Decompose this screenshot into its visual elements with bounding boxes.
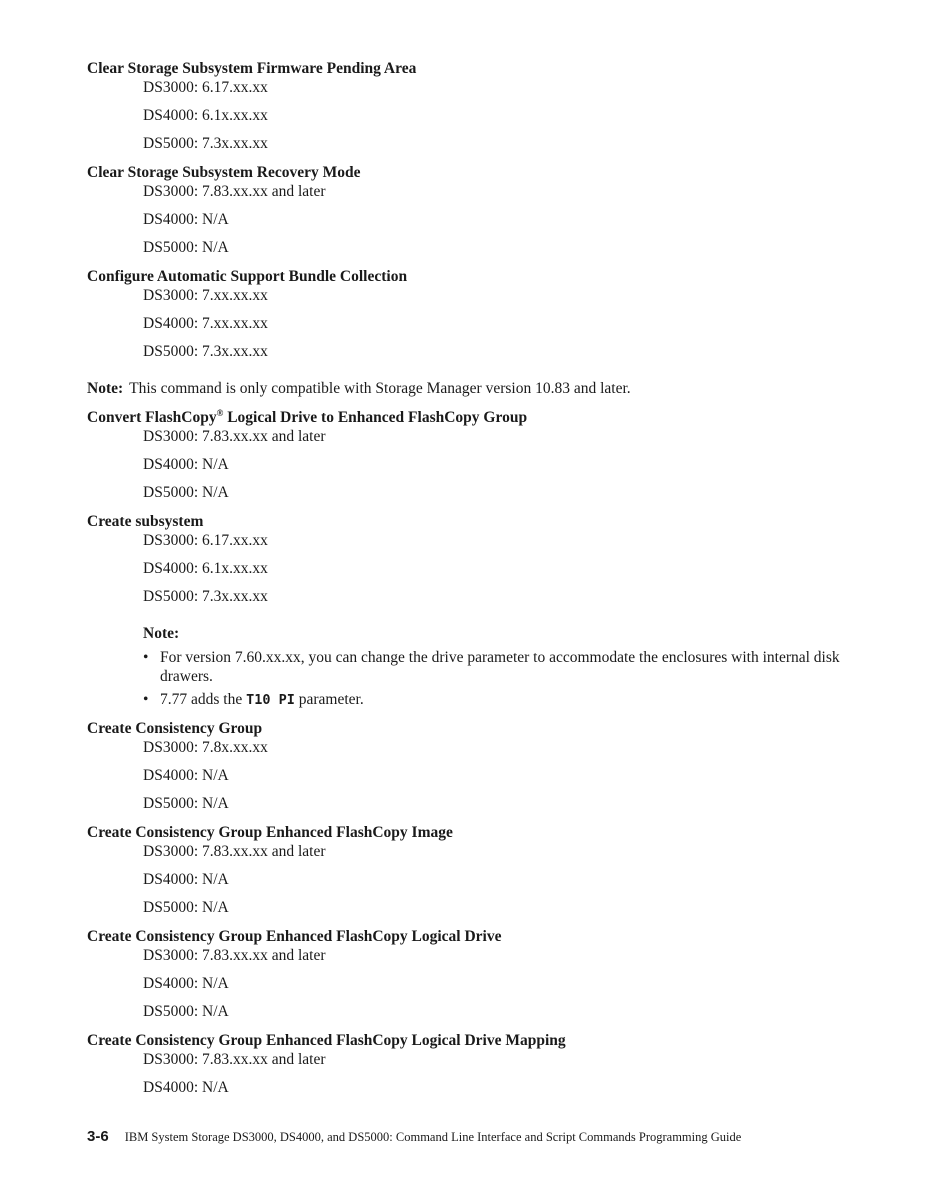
command-entry (87, 719, 847, 813)
command-title: Create subsystem (87, 513, 204, 530)
command-title: Create Consistency Group (87, 720, 263, 737)
version-ds4000: DS4000: N/A (143, 1079, 229, 1096)
version-ds5000: DS5000: 7.3x.xx.xx (143, 588, 268, 605)
version-ds5000: DS5000: N/A (143, 795, 229, 812)
version-ds5000: DS5000: 7.3x.xx.xx (143, 135, 268, 152)
compatibility-note (87, 379, 847, 398)
command-title: Create Consistency Group Enhanced FlashCopy Logical Drive (87, 928, 502, 945)
command-title: Clear Storage Subsystem Recovery Mode (87, 164, 361, 181)
version-ds4000: DS4000: 7.xx.xx.xx (143, 315, 268, 332)
command-title: Configure Automatic Support Bundle Collection (87, 268, 408, 285)
version-ds5000: DS5000: N/A (143, 1003, 229, 1020)
bullet-icon: • (143, 649, 149, 666)
registered-mark: ® (216, 407, 224, 418)
note-list-item (143, 690, 847, 710)
version-ds3000: DS3000: 7.83.xx.xx and later (143, 843, 326, 860)
command-entry (87, 927, 847, 1021)
command-entry (87, 823, 847, 917)
command-entry (87, 512, 847, 606)
page-footer (87, 1128, 741, 1145)
version-ds3000: DS3000: 7.83.xx.xx and later (143, 428, 326, 445)
note-list (143, 648, 847, 710)
note-list-item (143, 648, 847, 686)
version-ds5000: DS5000: N/A (143, 239, 229, 256)
version-ds3000: DS3000: 6.17.xx.xx (143, 79, 268, 96)
note-label: Note: (87, 380, 124, 397)
version-ds4000: DS4000: N/A (143, 975, 229, 992)
version-ds5000: DS5000: N/A (143, 899, 229, 916)
command-entry (87, 267, 847, 361)
page-content (87, 59, 847, 1107)
command-title: Create Consistency Group Enhanced FlashCopy Logical Drive Mapping (87, 1032, 566, 1049)
command-title-part: Logical Drive to Enhanced FlashCopy Group (223, 409, 528, 426)
version-ds5000: DS5000: N/A (143, 484, 229, 501)
command-entry (87, 59, 847, 153)
version-ds4000: DS4000: N/A (143, 767, 229, 784)
version-ds5000: DS5000: 7.3x.xx.xx (143, 343, 268, 360)
note-text: This command is only compatible with Storage Manager version 10.83 and later. (129, 380, 631, 397)
version-ds4000: DS4000: N/A (143, 871, 229, 888)
command-title-part: Convert FlashCopy (87, 409, 217, 426)
version-ds3000: DS3000: 7.83.xx.xx and later (143, 947, 326, 964)
version-ds3000: DS3000: 7.xx.xx.xx (143, 287, 268, 304)
version-ds4000: DS4000: 6.1x.xx.xx (143, 107, 268, 124)
note-item-text: parameter. (294, 691, 364, 708)
version-ds4000: DS4000: N/A (143, 211, 229, 228)
command-title (87, 408, 847, 427)
version-ds3000: DS3000: 7.8x.xx.xx (143, 739, 268, 756)
version-ds3000: DS3000: 7.83.xx.xx and later (143, 1051, 326, 1068)
command-entry (87, 408, 847, 502)
footer-title: IBM System Storage DS3000, DS4000, and DS5000: Command Line Interface and Script Commands Programming Guide (124, 1130, 742, 1144)
page-number: 3-6 (87, 1128, 109, 1145)
subsystem-note (143, 624, 847, 710)
command-title: Create Consistency Group Enhanced FlashCopy Image (87, 824, 453, 841)
version-ds4000: DS4000: 6.1x.xx.xx (143, 560, 268, 577)
version-ds3000: DS3000: 7.83.xx.xx and later (143, 183, 326, 200)
bullet-icon: • (143, 691, 149, 708)
command-entry (87, 1031, 847, 1097)
command-title: Clear Storage Subsystem Firmware Pending Area (87, 60, 417, 77)
note-item-text: For version 7.60.xx.xx, you can change the drive parameter to accommodate the enclosures with internal disk drawers. (160, 649, 840, 685)
version-ds3000: DS3000: 6.17.xx.xx (143, 532, 268, 549)
command-entry (87, 163, 847, 257)
note-item-text: 7.77 adds the (160, 691, 247, 708)
version-ds4000: DS4000: N/A (143, 456, 229, 473)
note-label: Note: (143, 625, 180, 642)
code-parameter: T10 PI (246, 692, 295, 708)
